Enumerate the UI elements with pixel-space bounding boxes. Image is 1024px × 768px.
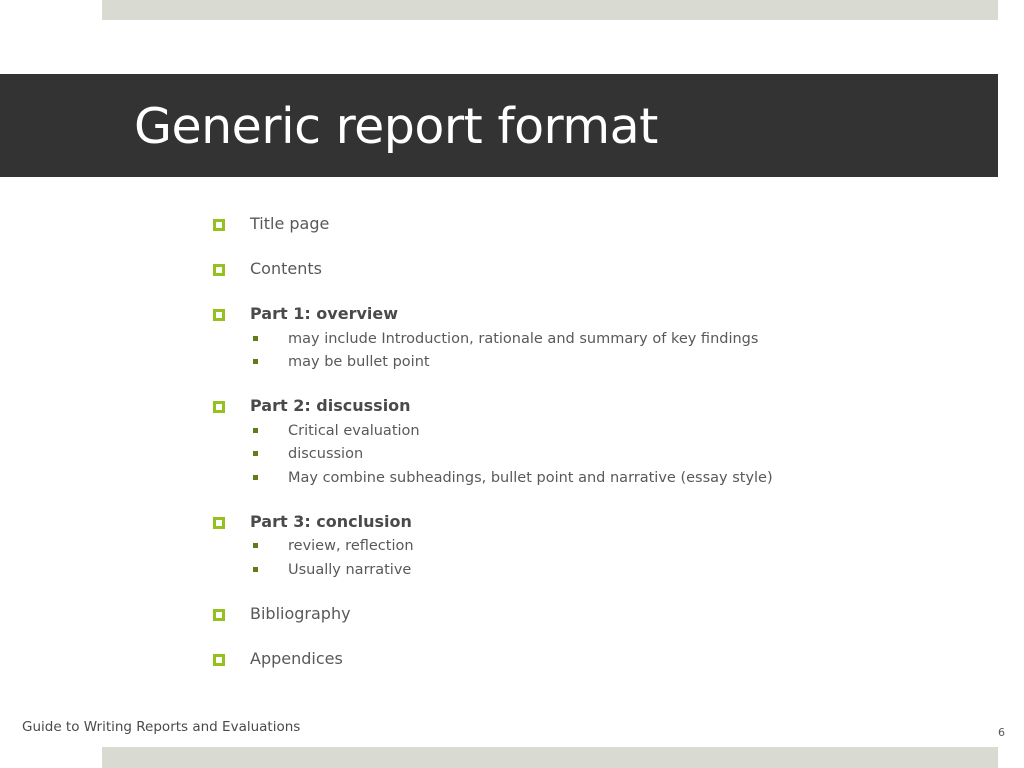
filled-square-bullet-icon (253, 567, 258, 572)
top-accent-bar (102, 0, 998, 20)
list-item-label: Appendices (250, 649, 343, 668)
hollow-square-bullet-icon (213, 517, 225, 529)
hollow-square-bullet-icon (213, 609, 225, 621)
list-item-label: Contents (250, 259, 322, 278)
sub-list-item-label: May combine subheadings, bullet point and narrative (essay style) (288, 470, 773, 486)
slide-title: Generic report format (134, 98, 658, 155)
page-number: 6 (998, 726, 1005, 739)
sub-list-item-label: review, reflection (288, 538, 414, 554)
list-item-label: Title page (250, 214, 330, 233)
footer-text: Guide to Writing Reports and Evaluations (22, 719, 301, 735)
sub-list-item-label: Critical evaluation (288, 423, 420, 439)
filled-square-bullet-icon (253, 475, 258, 480)
sub-list-item-label: may include Introduction, rationale and summary of key findings (288, 331, 759, 347)
list-item-label: Part 3: conclusion (250, 512, 412, 531)
hollow-square-bullet-icon (213, 309, 225, 321)
sub-list-item-label: may be bullet point (288, 354, 430, 370)
hollow-square-bullet-icon (213, 401, 225, 413)
bottom-accent-bar (102, 747, 998, 768)
filled-square-bullet-icon (253, 359, 258, 364)
filled-square-bullet-icon (253, 451, 258, 456)
hollow-square-bullet-icon (213, 654, 225, 666)
list-item-label: Part 2: discussion (250, 396, 411, 415)
hollow-square-bullet-icon (213, 219, 225, 231)
filled-square-bullet-icon (253, 428, 258, 433)
sub-list-item-label: Usually narrative (288, 562, 412, 578)
list-item-label: Part 1: overview (250, 304, 399, 323)
sub-list-item-label: discussion (288, 446, 364, 462)
filled-square-bullet-icon (253, 336, 258, 341)
filled-square-bullet-icon (253, 543, 258, 548)
hollow-square-bullet-icon (213, 264, 225, 276)
list-item-label: Bibliography (250, 604, 351, 623)
